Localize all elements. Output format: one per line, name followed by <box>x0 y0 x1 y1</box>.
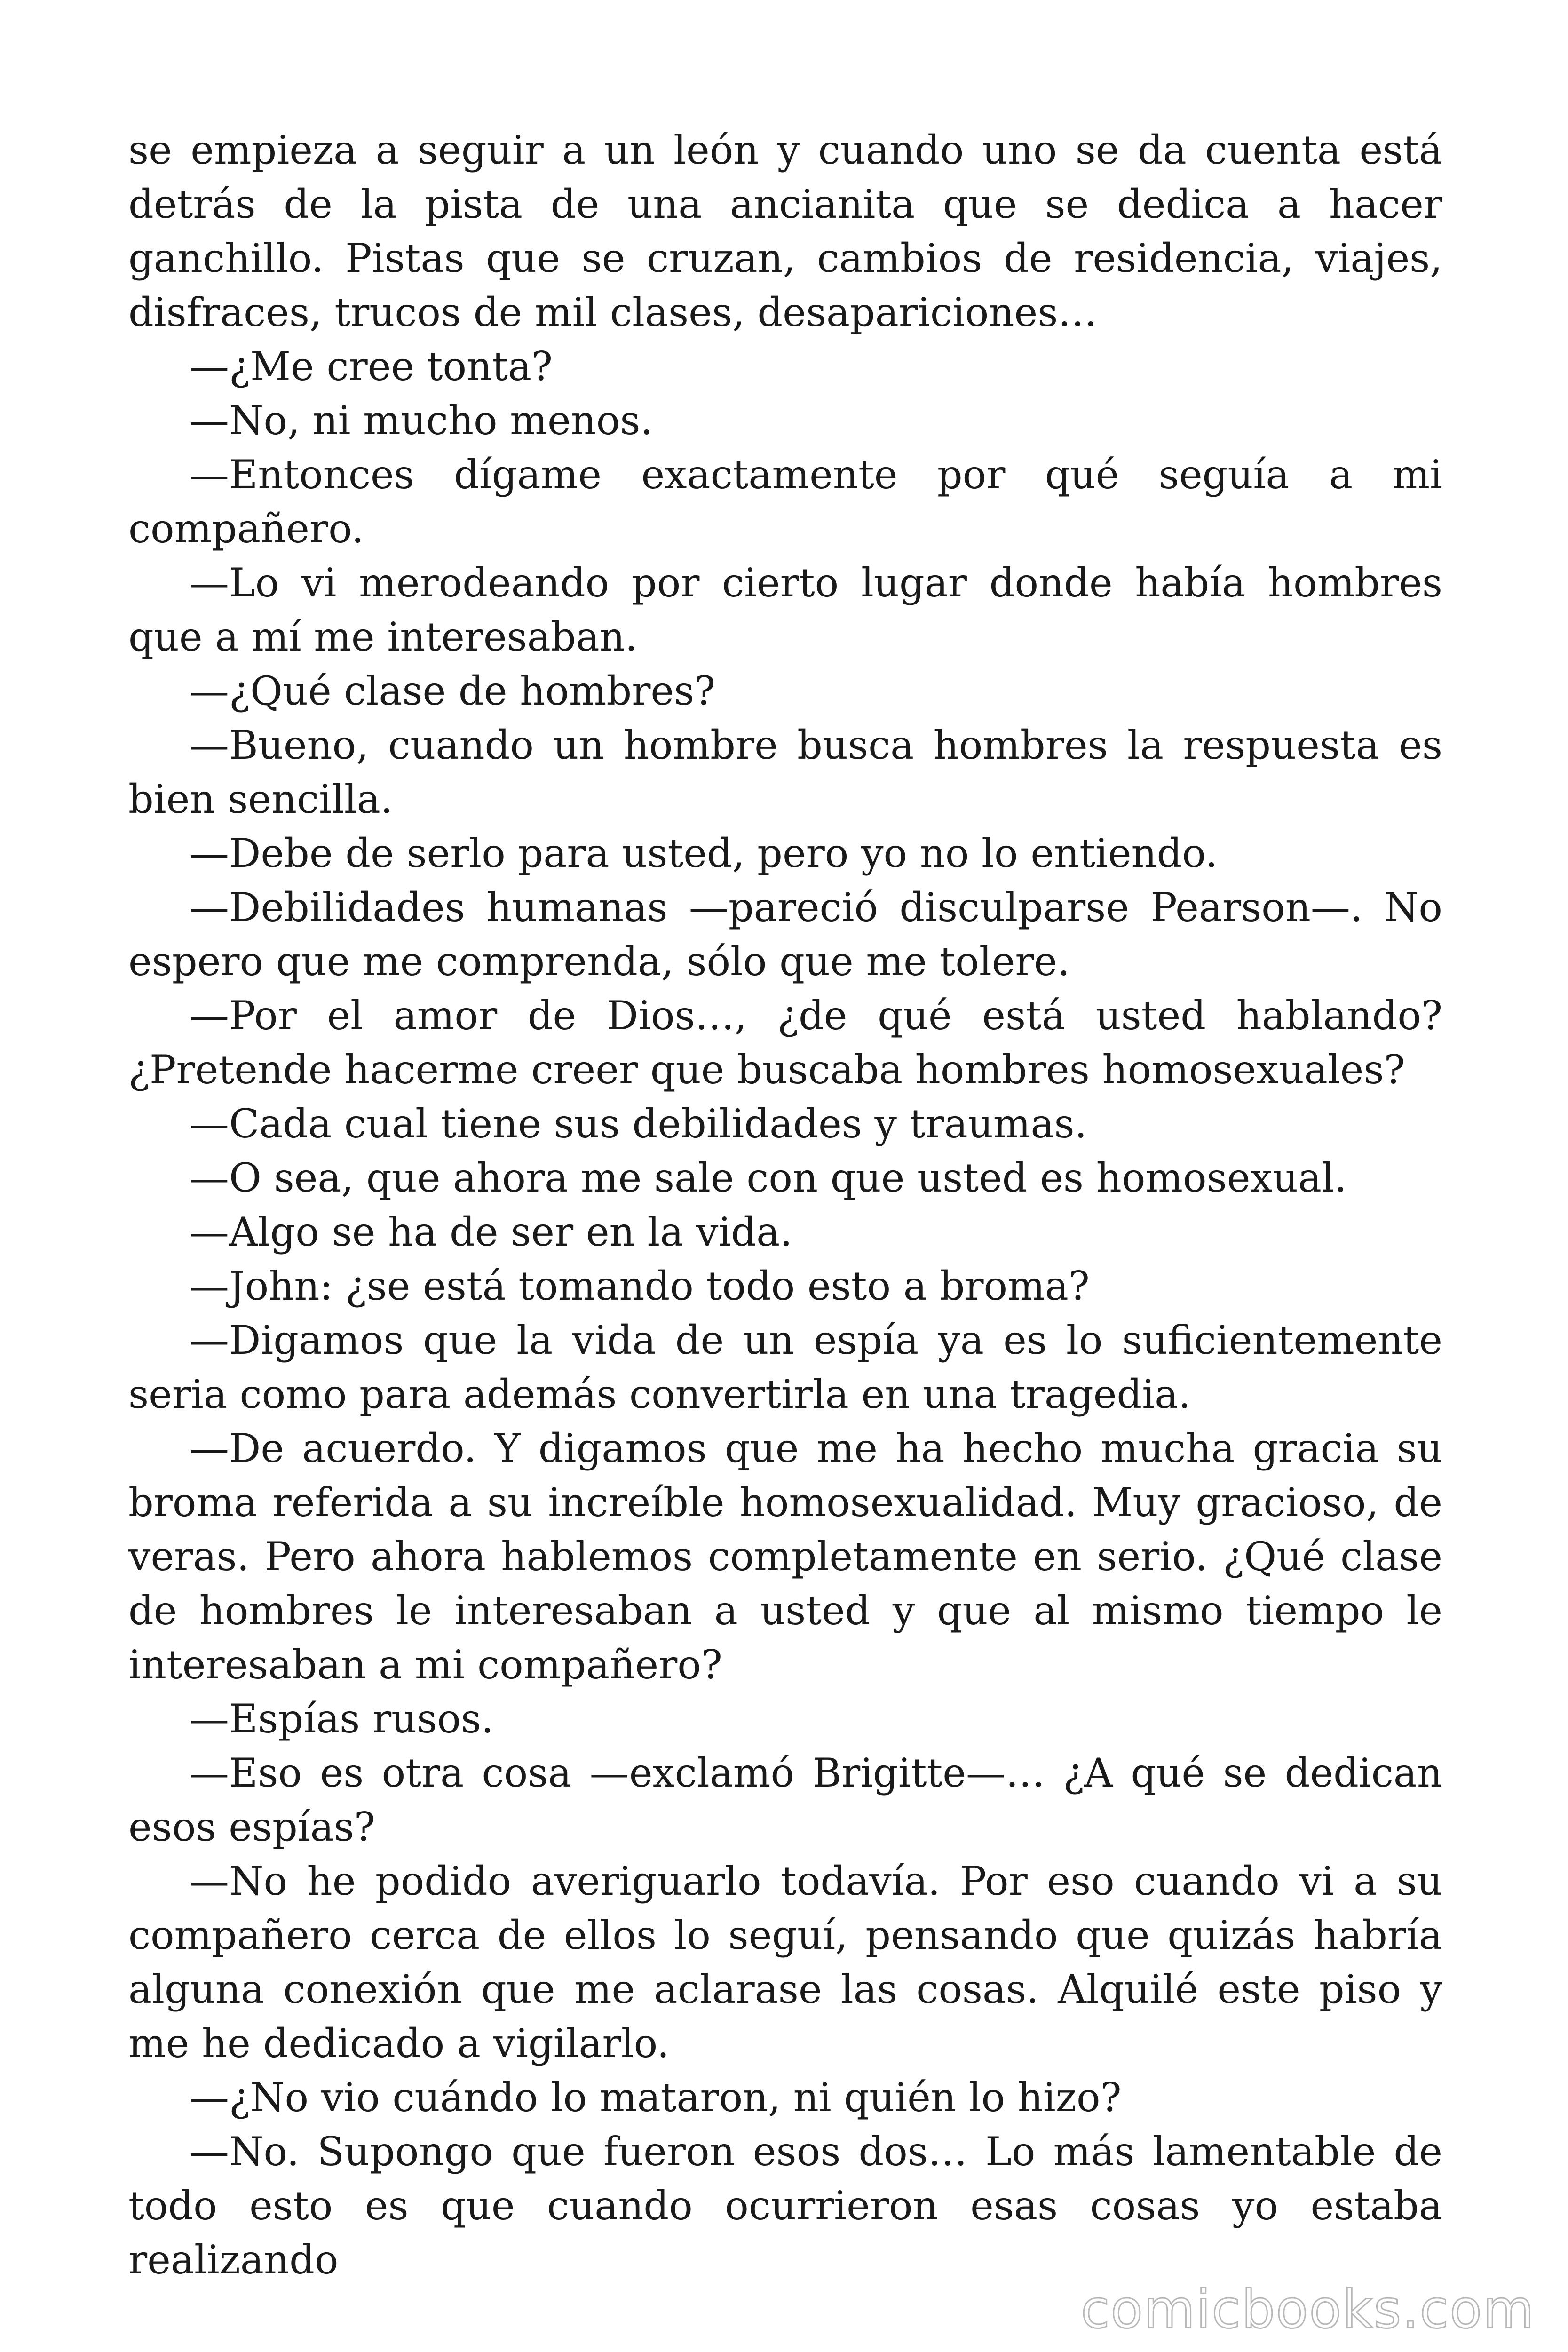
paragraph-11: —Cada cual tiene sus debilidades y traumas. <box>190 1101 1087 1147</box>
paragraph-14: —John: ¿se está tomando todo esto a broma? <box>190 1263 1090 1309</box>
paragraph-19: —No he podido averiguarlo todavía. Por eso cuando vi a su compañero cerca de ellos lo seguí, pensando que quizás habría alguna conexión que me aclarase las cosas. Alquilé este piso y me he dedicado a vigilarlo. <box>128 1858 1442 2066</box>
paragraph-21: —No. Supongo que fueron esos dos… Lo más lamentable de todo esto es que cuando ocurrieron esas cosas yo estaba realizando <box>128 2129 1442 2283</box>
paragraph-3: —No, ni mucho menos. <box>190 397 653 444</box>
paragraph-7: —Bueno, cuando un hombre busca hombres la respuesta es bien sencilla. <box>128 722 1442 822</box>
paragraph-13: —Algo se ha de ser en la vida. <box>190 1209 792 1255</box>
body-text <box>128 123 1442 2287</box>
paragraph-12: —O sea, que ahora me sale con que usted es homosexual. <box>190 1155 1347 1201</box>
watermark: comicbooks.com <box>1080 2279 1535 2340</box>
paragraph-17: —Espías rusos. <box>190 1696 494 1742</box>
paragraph-2: —¿Me cree tonta? <box>190 343 553 389</box>
paragraph-16: —De acuerdo. Y digamos que me ha hecho mucha gracia su broma referida a su increíble homosexualidad. Muy gracioso, de veras. Pero ahora hablemos completamente en serio. ¿Qué clase de hombres le interesaban a usted y que al mismo tiempo le interesaban a mi compañero? <box>128 1425 1442 1688</box>
paragraph-18: —Eso es otra cosa —exclamó Brigitte—… ¿A qué se dedican esos espías? <box>128 1750 1442 1850</box>
paragraph-5: —Lo vi merodeando por cierto lugar donde había hombres que a mí me interesaban. <box>128 560 1442 660</box>
paragraph-6: —¿Qué clase de hombres? <box>190 668 716 714</box>
paragraph-4: —Entonces dígame exactamente por qué seguía a mi compañero. <box>128 452 1442 552</box>
paragraph-9: —Debilidades humanas —pareció disculparse Pearson—. No espero que me comprenda, sólo que me tolere. <box>128 884 1442 985</box>
paragraph-10: —Por el amor de Dios…, ¿de qué está usted hablando? ¿Pretende hacerme creer que buscaba hombres homosexuales? <box>128 993 1442 1093</box>
paragraph-8: —Debe de serlo para usted, pero yo no lo entiendo. <box>190 830 1218 876</box>
paragraph-15: —Digamos que la vida de un espía ya es lo suficientemente seria como para además convertirla en una tragedia. <box>128 1317 1442 1417</box>
paragraph-20: —¿No vio cuándo lo mataron, ni quién lo hizo? <box>190 2074 1122 2121</box>
paragraph-1: se empieza a seguir a un león y cuando uno se da cuenta está detrás de la pista de una ancianita que se dedica a hacer ganchillo. Pistas que se cruzan, cambios de residencia, viajes, disfraces, trucos de mil clases, desapariciones… <box>128 127 1442 335</box>
